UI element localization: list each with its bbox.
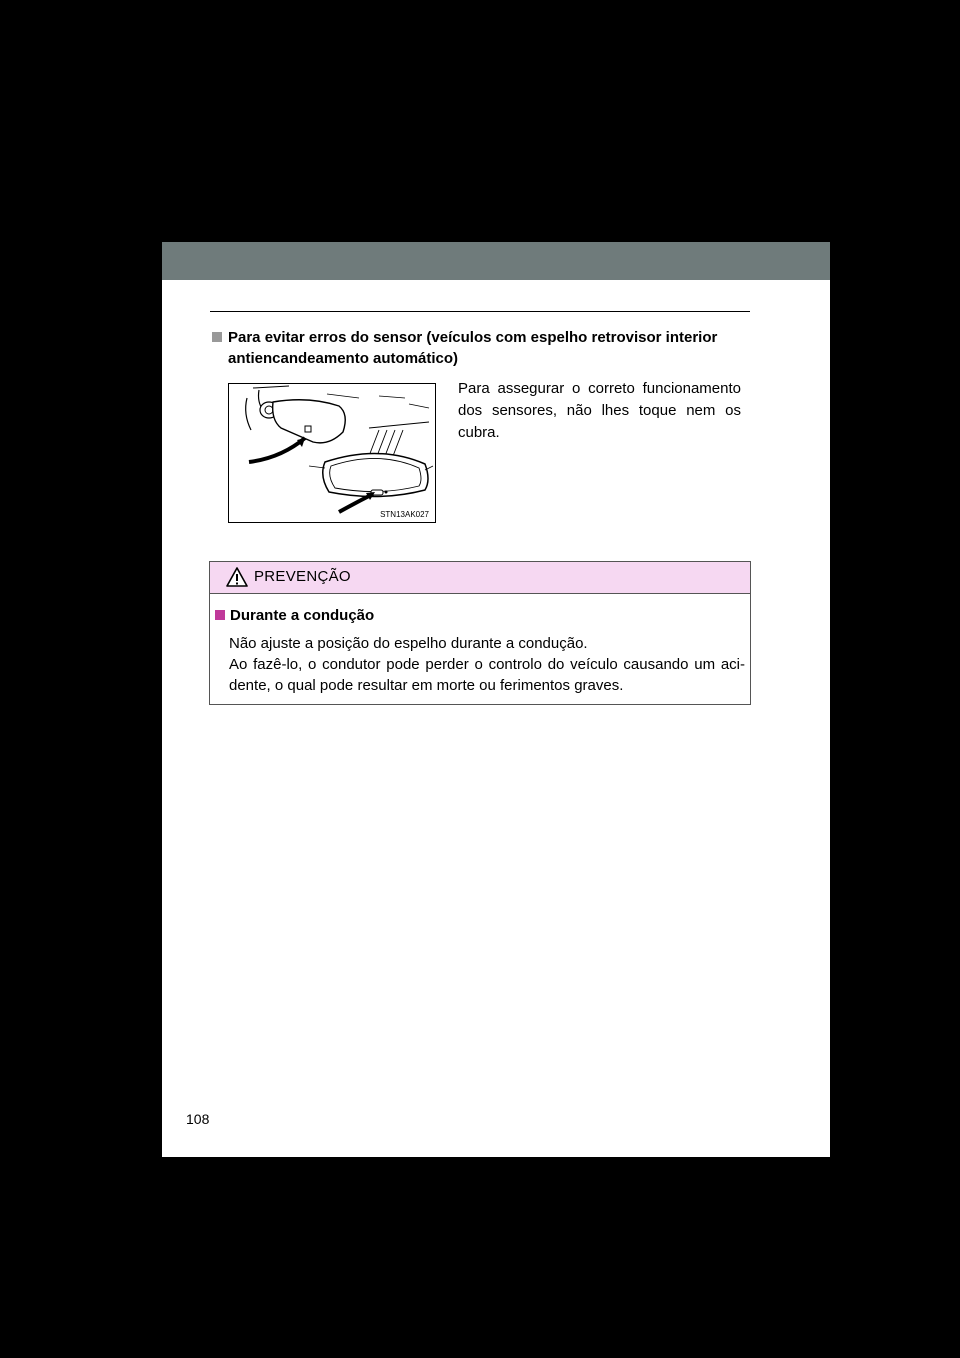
page-number: 108 — [186, 1111, 210, 1127]
section-heading-line2: antiencandeamento automático) — [228, 350, 459, 367]
section-divider — [210, 311, 750, 312]
warning-title: PREVENÇÃO — [254, 568, 351, 585]
square-bullet-icon — [212, 332, 222, 342]
square-bullet-icon — [215, 610, 225, 620]
header-band — [162, 242, 830, 280]
warning-subheading — [215, 607, 374, 624]
warning-line2: Ao fazê-lo, o condutor pode perder o controlo do veículo causando um aci-dente, o qual pode resultar em morte ou ferimentos graves. — [229, 656, 745, 694]
warning-body — [229, 633, 745, 696]
warning-triangle-icon — [226, 567, 248, 587]
section-body: Para assegurar o correto funcionamento dos sensores, não lhes toque nem os cubra. — [458, 380, 741, 441]
warning-box — [209, 561, 751, 705]
figure-code: STN13AK027 — [380, 510, 429, 519]
warning-line1: Não ajuste a posição do espelho durante a condução. — [229, 635, 588, 652]
section-heading-line1: Para evitar erros do sensor (veículos com espelho retrovisor interior — [228, 329, 718, 346]
section-heading — [212, 327, 744, 369]
mirror-sensor-drawing — [229, 384, 435, 522]
warning-header — [210, 562, 750, 594]
warning-subheading-text: Durante a condução — [230, 607, 375, 624]
rearview-mirror-illustration — [228, 383, 436, 523]
manual-page — [162, 242, 830, 1157]
